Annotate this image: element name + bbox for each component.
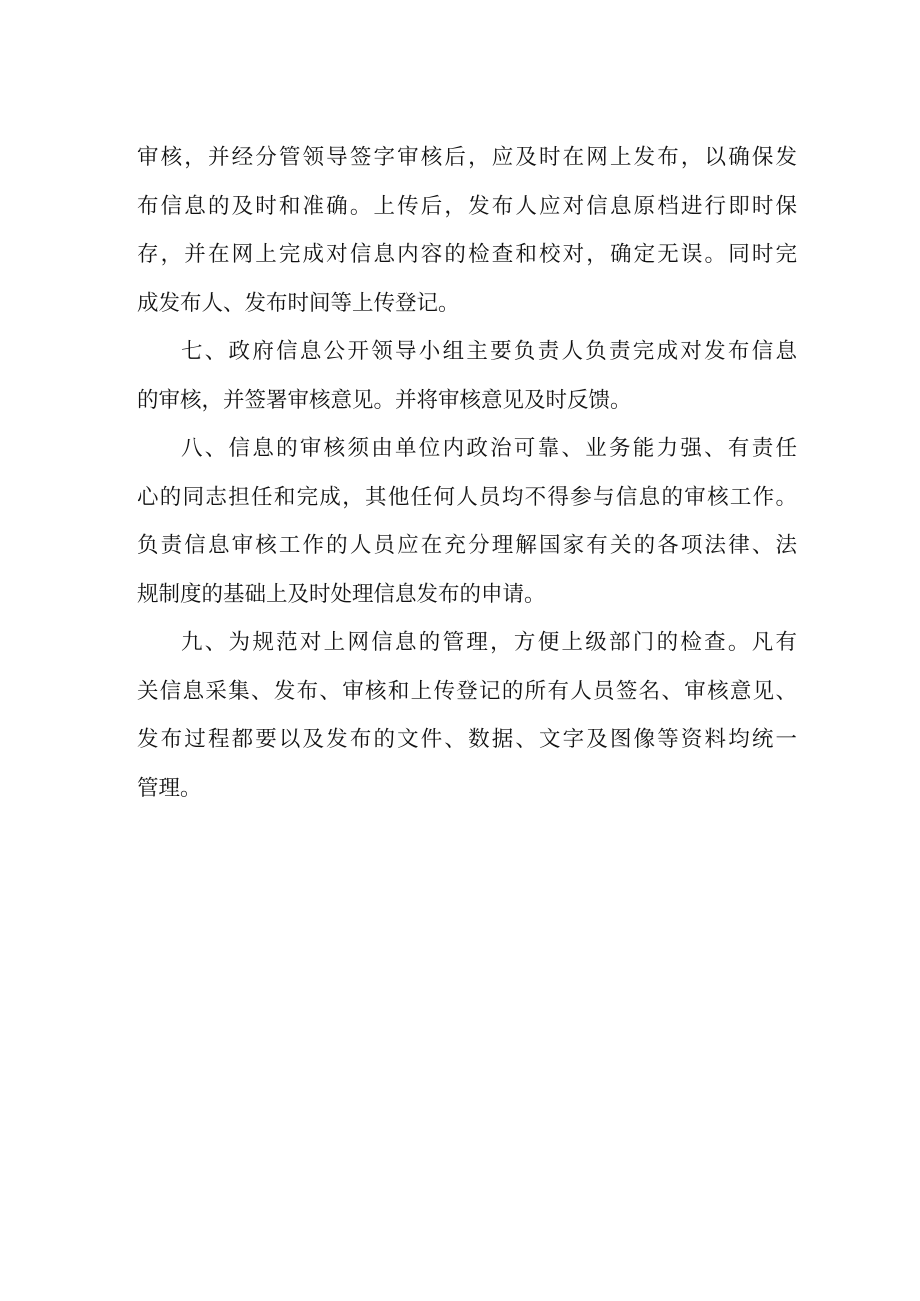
text-line: 成发布人、发布时间等上传登记。 (137, 290, 460, 316)
paragraph-item-8 (137, 425, 797, 619)
text-line: 规制度的基础上及时处理信息发布的申请。 (137, 581, 546, 607)
text-line: 存，并在网上完成对信息内容的检查和校对，确定无误。同时完 (137, 242, 797, 267)
text-line: 九、为规范对上网信息的管理，方便上级部门的检查。凡有 (181, 630, 797, 655)
text-line: 审核，并经分管领导签字审核后，应及时在网上发布，以确保发 (137, 145, 797, 170)
text-line: 八、信息的审核须由单位内政治可靠、业务能力强、有责任 (181, 436, 797, 461)
paragraph-continuation (137, 134, 797, 328)
text-line: 发布过程都要以及发布的文件、数据、文字及图像等资料均统一 (137, 727, 797, 752)
text-line: 心的同志担任和完成，其他任何人员均不得参与信息的审核工作。 (137, 484, 797, 510)
document-body (137, 134, 797, 813)
text-line: 管理。 (137, 775, 202, 801)
text-line: 负责信息审核工作的人员应在充分理解国家有关的各项法律、法 (137, 533, 797, 558)
text-line: 七、政府信息公开领导小组主要负责人负责完成对发布信息 (181, 339, 797, 364)
text-line: 的审核，并签署审核意见。并将审核意见及时反馈。 (137, 387, 632, 413)
text-line: 关信息采集、发布、审核和上传登记的所有人员签名、审核意见、 (137, 678, 797, 704)
paragraph-item-9 (137, 619, 797, 813)
text-line: 布信息的及时和准确。上传后，发布人应对信息原档进行即时保 (137, 193, 797, 219)
paragraph-item-7 (137, 328, 797, 425)
